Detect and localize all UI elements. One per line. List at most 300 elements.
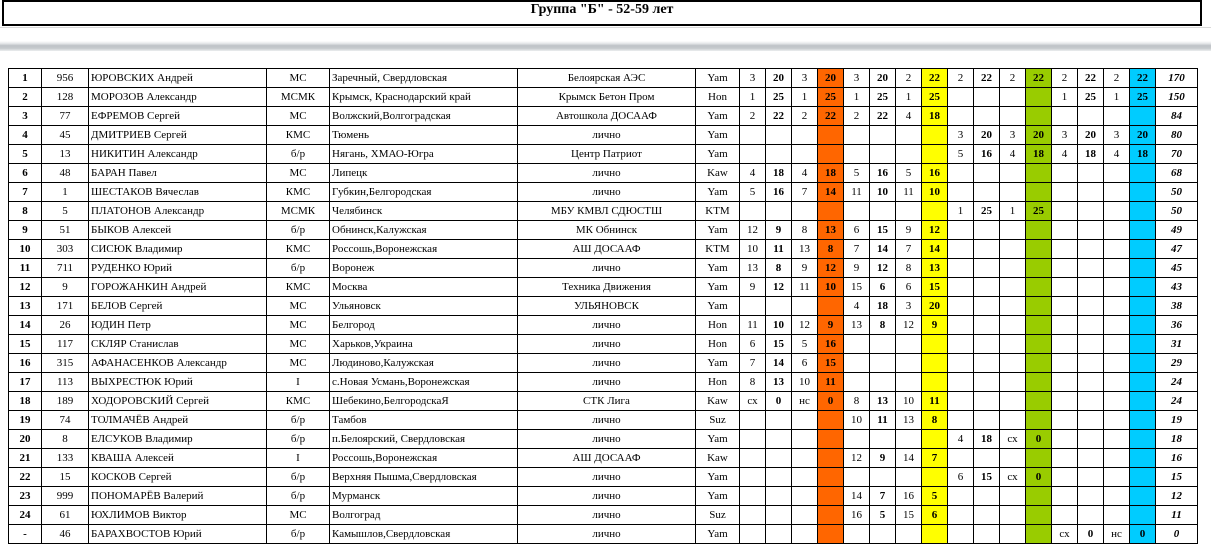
race-position-cell <box>740 430 766 449</box>
rider-rank-cell: КМС <box>267 278 330 297</box>
race-position-cell: 6 <box>792 354 818 373</box>
race-position-cell: 12 <box>740 221 766 240</box>
race-points-cell: 14 <box>818 183 844 202</box>
rider-team-cell: лично <box>518 259 696 278</box>
race-points-cell <box>974 335 1000 354</box>
table-row <box>9 88 1198 107</box>
race-points-cell: 12 <box>818 259 844 278</box>
rider-team-cell: Крымск Бетон Пром <box>518 88 696 107</box>
race-points-cell <box>1078 487 1104 506</box>
rider-rank-cell: МС <box>267 506 330 525</box>
race-points-cell <box>1078 107 1104 126</box>
race-points-cell: 18 <box>922 107 948 126</box>
rider-team-cell: лично <box>518 373 696 392</box>
race-points-cell <box>870 145 896 164</box>
race-points-cell <box>1130 506 1156 525</box>
race-position-cell: 1 <box>896 88 922 107</box>
rider-number-cell: 48 <box>42 164 89 183</box>
rider-team-cell: СТК Лига <box>518 392 696 411</box>
rider-number-cell: 26 <box>42 316 89 335</box>
rider-number-cell: 999 <box>42 487 89 506</box>
race-points-cell: 18 <box>1026 145 1052 164</box>
rider-team-cell: УЛЬЯНОВСК <box>518 297 696 316</box>
race-points-cell: 16 <box>922 164 948 183</box>
rider-city-cell: Верхняя Пышма,Свердловская <box>330 468 518 487</box>
race-points-cell <box>1026 487 1052 506</box>
race-points-cell <box>1026 107 1052 126</box>
race-points-cell <box>1130 430 1156 449</box>
race-position-cell: 7 <box>740 354 766 373</box>
race-position-cell: 11 <box>844 183 870 202</box>
total-points-cell: 15 <box>1156 468 1198 487</box>
rider-team-cell: лично <box>518 126 696 145</box>
race-points-cell <box>974 392 1000 411</box>
rider-rank-cell: КМС <box>267 240 330 259</box>
total-points-cell: 36 <box>1156 316 1198 335</box>
race-position-cell <box>1000 411 1026 430</box>
race-points-cell <box>1130 449 1156 468</box>
race-points-cell <box>1130 316 1156 335</box>
rider-rank-cell: МСМК <box>267 88 330 107</box>
table-row <box>9 506 1198 525</box>
race-points-cell <box>974 107 1000 126</box>
race-points-cell <box>818 506 844 525</box>
race-points-cell <box>922 335 948 354</box>
bike-brand-cell: Suz <box>696 506 740 525</box>
race-points-cell: 18 <box>1130 145 1156 164</box>
race-points-cell: 16 <box>974 145 1000 164</box>
race-position-cell: 9 <box>792 259 818 278</box>
race-points-cell: 25 <box>1130 88 1156 107</box>
race-points-cell: 25 <box>870 88 896 107</box>
race-points-cell <box>974 525 1000 544</box>
rider-city-cell: Липецк <box>330 164 518 183</box>
bike-brand-cell: Kaw <box>696 392 740 411</box>
race-points-cell: 22 <box>922 69 948 88</box>
race-points-cell: 25 <box>1078 88 1104 107</box>
race-position-cell <box>948 506 974 525</box>
race-position-cell <box>1052 259 1078 278</box>
race-points-cell <box>1026 183 1052 202</box>
race-points-cell <box>766 202 792 221</box>
race-points-cell: 12 <box>922 221 948 240</box>
race-position-cell <box>740 145 766 164</box>
place-cell: 20 <box>9 430 42 449</box>
bike-brand-cell: Hon <box>696 316 740 335</box>
race-points-cell <box>766 430 792 449</box>
race-points-cell <box>974 278 1000 297</box>
race-position-cell <box>1052 240 1078 259</box>
total-points-cell: 150 <box>1156 88 1198 107</box>
race-position-cell <box>948 240 974 259</box>
rider-team-cell: лично <box>518 335 696 354</box>
race-position-cell <box>1052 335 1078 354</box>
results-table <box>8 68 1198 544</box>
race-position-cell <box>792 145 818 164</box>
race-points-cell: 11 <box>922 392 948 411</box>
rider-number-cell: 171 <box>42 297 89 316</box>
race-position-cell: 5 <box>792 335 818 354</box>
race-position-cell: 2 <box>948 69 974 88</box>
race-position-cell <box>1104 411 1130 430</box>
race-points-cell: 7 <box>870 487 896 506</box>
race-position-cell: 3 <box>740 69 766 88</box>
rider-team-cell: АШ ДОСААФ <box>518 449 696 468</box>
race-position-cell <box>896 525 922 544</box>
race-points-cell <box>818 525 844 544</box>
rider-name-cell: ЕЛСУКОВ Владимир <box>89 430 267 449</box>
total-points-cell: 24 <box>1156 392 1198 411</box>
total-points-cell: 11 <box>1156 506 1198 525</box>
rider-rank-cell: МС <box>267 297 330 316</box>
rider-team-cell: МК Обнинск <box>518 221 696 240</box>
race-position-cell: 3 <box>896 297 922 316</box>
race-points-cell <box>974 487 1000 506</box>
race-points-cell <box>1078 392 1104 411</box>
race-points-cell: 15 <box>818 354 844 373</box>
rider-name-cell: АФАНАСЕНКОВ Александр <box>89 354 267 373</box>
race-points-cell: 13 <box>922 259 948 278</box>
race-position-cell <box>1052 297 1078 316</box>
race-points-cell: 9 <box>818 316 844 335</box>
rider-city-cell: с.Новая Усмань,Воронежская <box>330 373 518 392</box>
race-position-cell <box>844 468 870 487</box>
rider-name-cell: КОСКОВ Сергей <box>89 468 267 487</box>
rider-rank-cell: КМС <box>267 392 330 411</box>
race-position-cell <box>1000 487 1026 506</box>
race-position-cell: 3 <box>1052 126 1078 145</box>
place-cell: 23 <box>9 487 42 506</box>
race-position-cell: 1 <box>844 88 870 107</box>
rider-name-cell: ХОДОРОВСКИЙ Сергей <box>89 392 267 411</box>
race-points-cell <box>1130 373 1156 392</box>
rider-rank-cell: б/р <box>267 487 330 506</box>
race-points-cell: 9 <box>766 221 792 240</box>
rider-rank-cell: б/р <box>267 221 330 240</box>
race-position-cell <box>1052 164 1078 183</box>
rider-number-cell: 15 <box>42 468 89 487</box>
rider-number-cell: 113 <box>42 373 89 392</box>
race-position-cell <box>844 373 870 392</box>
race-position-cell <box>1104 430 1130 449</box>
rider-name-cell: ДМИТРИЕВ Сергей <box>89 126 267 145</box>
race-points-cell: 18 <box>870 297 896 316</box>
race-points-cell: 15 <box>922 278 948 297</box>
race-position-cell <box>948 525 974 544</box>
race-position-cell <box>1104 297 1130 316</box>
race-points-cell: 10 <box>818 278 844 297</box>
rider-number-cell: 61 <box>42 506 89 525</box>
rider-team-cell: лично <box>518 183 696 202</box>
rider-city-cell: Губкин,Белгородская <box>330 183 518 202</box>
race-points-cell <box>1026 506 1052 525</box>
table-row <box>9 525 1198 544</box>
race-points-cell <box>974 297 1000 316</box>
race-points-cell <box>974 240 1000 259</box>
race-points-cell <box>1130 164 1156 183</box>
race-points-cell <box>818 468 844 487</box>
rider-number-cell: 117 <box>42 335 89 354</box>
race-points-cell <box>922 525 948 544</box>
race-points-cell <box>1130 392 1156 411</box>
bike-brand-cell: Yam <box>696 126 740 145</box>
race-points-cell: 0 <box>818 392 844 411</box>
race-points-cell: 16 <box>818 335 844 354</box>
rider-team-cell: лично <box>518 164 696 183</box>
total-points-cell: 31 <box>1156 335 1198 354</box>
race-points-cell: 18 <box>1078 145 1104 164</box>
race-position-cell <box>1000 240 1026 259</box>
race-position-cell <box>1052 183 1078 202</box>
place-cell: 15 <box>9 335 42 354</box>
race-position-cell <box>844 202 870 221</box>
race-points-cell: 16 <box>870 164 896 183</box>
race-position-cell <box>948 164 974 183</box>
rider-name-cell: ЕФРЕМОВ Сергей <box>89 107 267 126</box>
table-row <box>9 278 1198 297</box>
bike-brand-cell: Yam <box>696 183 740 202</box>
race-points-cell <box>766 126 792 145</box>
rider-number-cell: 74 <box>42 411 89 430</box>
race-position-cell: сх <box>740 392 766 411</box>
rider-city-cell: Ульяновск <box>330 297 518 316</box>
bike-brand-cell: Yam <box>696 487 740 506</box>
race-points-cell <box>1026 335 1052 354</box>
race-position-cell: 3 <box>948 126 974 145</box>
race-points-cell: 13 <box>818 221 844 240</box>
race-position-cell: 13 <box>740 259 766 278</box>
race-position-cell <box>1052 487 1078 506</box>
race-position-cell: 6 <box>896 278 922 297</box>
race-points-cell: 22 <box>870 107 896 126</box>
rider-name-cell: КВАША Алексей <box>89 449 267 468</box>
group-title-box <box>2 0 1202 26</box>
race-points-cell <box>870 335 896 354</box>
race-points-cell <box>1078 221 1104 240</box>
race-points-cell: 20 <box>922 297 948 316</box>
race-position-cell: 10 <box>896 392 922 411</box>
rider-city-cell: п.Белоярский, Свердловская <box>330 430 518 449</box>
rider-city-cell: Белгород <box>330 316 518 335</box>
place-cell: 10 <box>9 240 42 259</box>
race-points-cell <box>870 202 896 221</box>
total-points-cell: 16 <box>1156 449 1198 468</box>
rider-rank-cell: МС <box>267 69 330 88</box>
race-points-cell: 20 <box>870 69 896 88</box>
race-position-cell: 7 <box>844 240 870 259</box>
race-points-cell <box>1078 468 1104 487</box>
table-row <box>9 145 1198 164</box>
table-row <box>9 107 1198 126</box>
race-position-cell <box>1104 183 1130 202</box>
race-points-cell <box>1130 354 1156 373</box>
race-position-cell <box>1104 392 1130 411</box>
total-points-cell: 43 <box>1156 278 1198 297</box>
race-points-cell <box>1026 259 1052 278</box>
race-points-cell: 22 <box>974 69 1000 88</box>
race-position-cell: 15 <box>896 506 922 525</box>
rider-team-cell: Автошкола ДОСААФ <box>518 107 696 126</box>
rider-city-cell: Россошь,Воронежская <box>330 240 518 259</box>
race-position-cell <box>1000 335 1026 354</box>
table-row <box>9 392 1198 411</box>
rider-rank-cell: б/р <box>267 411 330 430</box>
place-cell: 5 <box>9 145 42 164</box>
race-position-cell <box>740 506 766 525</box>
race-points-cell: 10 <box>870 183 896 202</box>
race-points-cell: 0 <box>1026 468 1052 487</box>
rider-name-cell: ТОЛМАЧЁВ Андрей <box>89 411 267 430</box>
race-points-cell <box>1078 354 1104 373</box>
race-points-cell <box>1130 183 1156 202</box>
race-points-cell: 10 <box>766 316 792 335</box>
rider-name-cell: РУДЕНКО Юрий <box>89 259 267 278</box>
race-points-cell: 20 <box>974 126 1000 145</box>
race-points-cell <box>870 468 896 487</box>
race-points-cell: 14 <box>922 240 948 259</box>
race-position-cell <box>1052 449 1078 468</box>
race-position-cell: 2 <box>1052 69 1078 88</box>
race-points-cell: 20 <box>818 69 844 88</box>
rider-number-cell: 133 <box>42 449 89 468</box>
rider-team-cell: лично <box>518 354 696 373</box>
race-position-cell: 15 <box>844 278 870 297</box>
race-points-cell: 15 <box>766 335 792 354</box>
place-cell: 9 <box>9 221 42 240</box>
race-points-cell <box>766 145 792 164</box>
place-cell: 22 <box>9 468 42 487</box>
race-points-cell <box>1078 164 1104 183</box>
rider-rank-cell: МС <box>267 354 330 373</box>
table-row <box>9 259 1198 278</box>
table-row <box>9 373 1198 392</box>
bike-brand-cell: Hon <box>696 88 740 107</box>
rider-name-cell: НИКИТИН Александр <box>89 145 267 164</box>
race-position-cell: 12 <box>844 449 870 468</box>
race-position-cell: 2 <box>1000 69 1026 88</box>
rider-rank-cell: МС <box>267 107 330 126</box>
race-position-cell <box>1104 487 1130 506</box>
race-position-cell: 2 <box>792 107 818 126</box>
race-position-cell: 10 <box>792 373 818 392</box>
race-position-cell <box>1052 354 1078 373</box>
race-position-cell <box>792 468 818 487</box>
rider-city-cell: Челябинск <box>330 202 518 221</box>
race-points-cell: 0 <box>766 392 792 411</box>
race-points-cell <box>766 525 792 544</box>
rider-number-cell: 77 <box>42 107 89 126</box>
race-position-cell <box>948 316 974 335</box>
rider-city-cell: Людиново,Калужская <box>330 354 518 373</box>
race-position-cell: 14 <box>844 487 870 506</box>
bike-brand-cell: Hon <box>696 335 740 354</box>
race-points-cell: 22 <box>766 107 792 126</box>
bike-brand-cell: Yam <box>696 468 740 487</box>
rider-city-cell: Тюмень <box>330 126 518 145</box>
rider-name-cell: ШЕСТАКОВ Вячеслав <box>89 183 267 202</box>
race-position-cell: 1 <box>1052 88 1078 107</box>
bike-brand-cell: KTM <box>696 202 740 221</box>
race-position-cell: 10 <box>844 411 870 430</box>
total-points-cell: 18 <box>1156 430 1198 449</box>
race-position-cell: 8 <box>844 392 870 411</box>
rider-name-cell: СИСЮК Владимир <box>89 240 267 259</box>
bike-brand-cell: Yam <box>696 354 740 373</box>
race-points-cell <box>1078 278 1104 297</box>
race-points-cell <box>1026 411 1052 430</box>
race-position-cell: 13 <box>896 411 922 430</box>
race-points-cell <box>1130 335 1156 354</box>
race-position-cell <box>896 430 922 449</box>
place-cell: 6 <box>9 164 42 183</box>
rider-name-cell: ЮХЛИМОВ Виктор <box>89 506 267 525</box>
race-points-cell: 18 <box>818 164 844 183</box>
rider-team-cell: Центр Патриот <box>518 145 696 164</box>
race-position-cell <box>1000 297 1026 316</box>
race-position-cell <box>896 335 922 354</box>
race-points-cell <box>974 259 1000 278</box>
race-position-cell: 2 <box>844 107 870 126</box>
race-points-cell: 7 <box>922 449 948 468</box>
race-position-cell <box>1104 278 1130 297</box>
rider-name-cell: ВЫХРЕСТЮК Юрий <box>89 373 267 392</box>
rider-number-cell: 711 <box>42 259 89 278</box>
race-points-cell <box>870 373 896 392</box>
rider-city-cell: Камышлов,Свердловская <box>330 525 518 544</box>
bike-brand-cell: Yam <box>696 525 740 544</box>
race-points-cell <box>1130 202 1156 221</box>
place-cell: 14 <box>9 316 42 335</box>
place-cell: 12 <box>9 278 42 297</box>
rider-city-cell: Волжский,Волгоградская <box>330 107 518 126</box>
race-points-cell: 20 <box>1078 126 1104 145</box>
race-position-cell <box>1052 506 1078 525</box>
race-position-cell: 11 <box>896 183 922 202</box>
rider-rank-cell: КМС <box>267 183 330 202</box>
bike-brand-cell: Yam <box>696 259 740 278</box>
race-position-cell <box>1104 335 1130 354</box>
race-position-cell <box>1052 278 1078 297</box>
race-position-cell <box>1104 107 1130 126</box>
race-points-cell <box>1026 392 1052 411</box>
race-position-cell: 16 <box>896 487 922 506</box>
race-points-cell <box>1078 297 1104 316</box>
race-position-cell: 8 <box>792 221 818 240</box>
race-points-cell <box>766 297 792 316</box>
race-points-cell: 11 <box>766 240 792 259</box>
race-points-cell <box>1026 221 1052 240</box>
race-position-cell <box>792 449 818 468</box>
race-points-cell <box>1130 468 1156 487</box>
race-position-cell <box>1000 373 1026 392</box>
race-position-cell: 4 <box>1104 145 1130 164</box>
race-points-cell: 5 <box>922 487 948 506</box>
race-points-cell: 0 <box>1026 430 1052 449</box>
race-points-cell: 25 <box>922 88 948 107</box>
rider-rank-cell: МС <box>267 335 330 354</box>
race-points-cell: 25 <box>766 88 792 107</box>
rider-name-cell: БАРАХВОСТОВ Юрий <box>89 525 267 544</box>
race-points-cell: 8 <box>922 411 948 430</box>
total-points-cell: 50 <box>1156 183 1198 202</box>
place-cell: - <box>9 525 42 544</box>
race-position-cell <box>1000 525 1026 544</box>
race-position-cell: 13 <box>792 240 818 259</box>
race-points-cell: 25 <box>818 88 844 107</box>
bike-brand-cell: Yam <box>696 430 740 449</box>
race-points-cell: 20 <box>1026 126 1052 145</box>
place-cell: 18 <box>9 392 42 411</box>
